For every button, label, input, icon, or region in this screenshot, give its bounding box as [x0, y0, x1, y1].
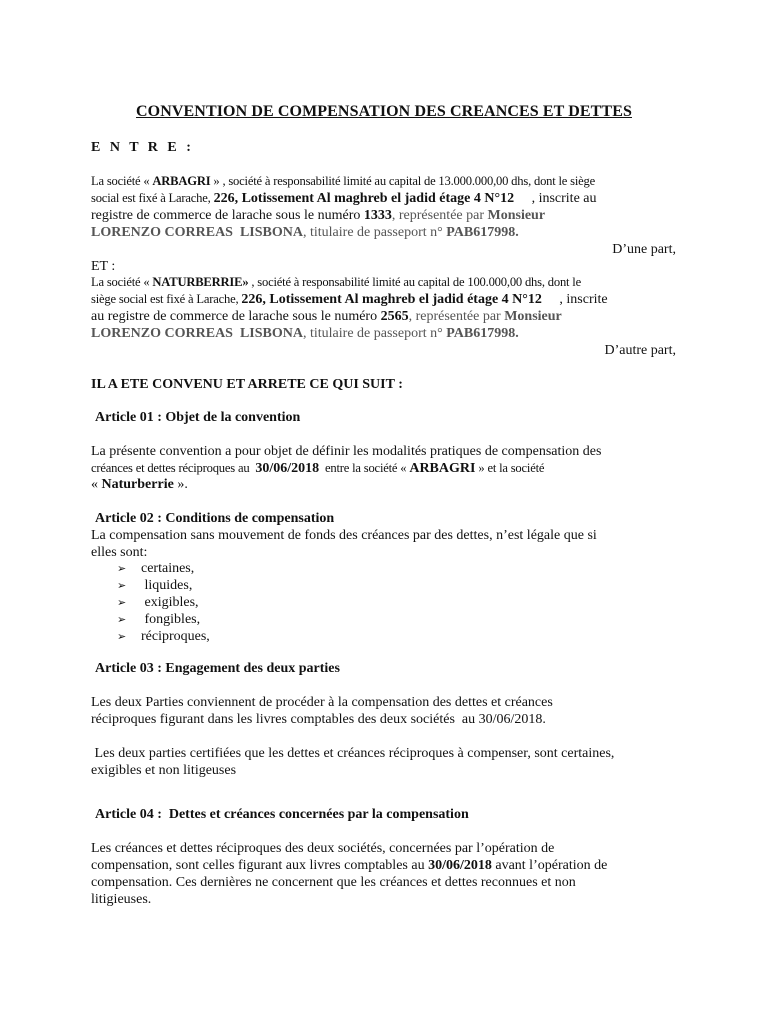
article-03-line2: réciproques figurant dans les livres comptables des deux sociétés au 30/06/2018. — [91, 712, 546, 727]
list-item-text: certaines, — [141, 561, 195, 576]
convenu-heading: IL A ETE CONVENU ET ARRETE CE QUI SUIT : — [91, 377, 403, 392]
party1-line4 — [91, 224, 519, 241]
article-02-line2: elles sont: — [91, 545, 148, 560]
article-04-line1: Les créances et dettes réciproques des deux sociétés, concernées par l’opération de — [91, 841, 555, 856]
text: social est fixé à Larache, — [91, 191, 214, 205]
arrow-bullet-icon: ➢ — [117, 613, 127, 626]
article-04-line3: compensation. Ces dernières ne concernent que les créances et dettes reconnues et non — [91, 875, 576, 890]
article-04-line2 — [91, 857, 607, 874]
list-item — [117, 560, 194, 577]
list-item — [117, 628, 210, 645]
address: 226, Lotissement Al maghreb el jadid étage 4 N°12 — [213, 191, 515, 206]
article-01-line1: La présente convention a pour objet de définir les modalités pratiques de compensation des — [91, 444, 602, 459]
text: au registre de commerce de larache sous le numéro — [91, 309, 381, 324]
registry-number: 1333 — [363, 208, 392, 223]
article-03-line4: exigibles et non litigeuses — [91, 763, 237, 778]
party1-line3 — [91, 207, 545, 224]
text: La société « — [91, 174, 153, 188]
company-name: ARBAGRI — [152, 174, 211, 188]
passport-number: PAB617998. — [446, 326, 519, 341]
list-item — [117, 611, 200, 628]
text: » , société à responsabilité limité au capital de 13.000.000,00 dhs, dont le siège — [210, 174, 596, 188]
article-01-line2 — [91, 460, 544, 477]
arrow-bullet-icon: ➢ — [117, 596, 127, 609]
company-name: ARBAGRI — [409, 461, 476, 476]
text: , représentée par — [408, 309, 505, 324]
text: » et la société — [475, 461, 545, 475]
text: registre de commerce de larache sous le numéro — [91, 208, 364, 223]
text: Monsieur — [504, 309, 562, 324]
article-04-line4: litigieuses. — [91, 892, 152, 907]
text: La société « — [91, 275, 153, 289]
article-03-line3: Les deux parties certifiées que les dettes et créances réciproques à compenser, sont certaines, — [91, 746, 615, 761]
list-item-text: exigibles, — [141, 595, 199, 610]
party2-line4 — [91, 325, 519, 342]
article-03-heading: Article 03 : Engagement des deux parties — [95, 661, 340, 676]
party1-line2 — [91, 190, 597, 207]
representative-name: LORENZO CORREAS LISBONA — [91, 326, 303, 341]
list-item-text: liquides, — [141, 578, 193, 593]
party1-side: D’une part, — [612, 242, 676, 257]
text: , inscrite au — [514, 191, 597, 206]
text: avant l’opération de — [491, 858, 608, 873]
party2-line3 — [91, 308, 562, 325]
list-item-text: fongibles, — [141, 612, 201, 627]
article-02-heading: Article 02 : Conditions de compensation — [95, 511, 335, 526]
arrow-bullet-icon: ➢ — [117, 630, 127, 643]
passport-number: PAB617998. — [446, 225, 519, 240]
company-name: Naturberrie — [101, 477, 174, 492]
text: Monsieur — [487, 208, 546, 223]
arrow-bullet-icon: ➢ — [117, 579, 127, 592]
document-title: CONVENTION DE COMPENSATION DES CREANCES ET DETTES — [136, 103, 632, 120]
party2-line1 — [91, 274, 581, 291]
list-item-text: réciproques, — [141, 629, 210, 644]
party2-line2 — [91, 291, 608, 308]
article-01-heading: Article 01 : Objet de la convention — [95, 410, 301, 425]
text: , inscrite — [541, 292, 608, 307]
company-name: NATURBERRIE» — [152, 275, 249, 289]
arrow-bullet-icon: ➢ — [117, 562, 127, 575]
text: entre la société « — [319, 461, 410, 475]
text: siège social est fixé à Larache, — [91, 292, 242, 306]
party2-side: D’autre part, — [604, 343, 676, 358]
entre-label: E N T R E : — [91, 140, 194, 155]
et-label: ET : — [91, 259, 116, 274]
date: 30/06/2018 — [255, 461, 320, 476]
text: « — [91, 477, 102, 492]
list-item — [117, 577, 192, 594]
registry-number: 2565 — [380, 309, 409, 324]
date: 30/06/2018 — [428, 858, 492, 873]
list-item — [117, 594, 199, 611]
text: compensation, sont celles figurant aux livres comptables au — [91, 858, 429, 873]
text: , titulaire de passeport n° — [303, 225, 447, 240]
text: , titulaire de passeport n° — [303, 326, 447, 341]
article-01-line3 — [91, 476, 188, 493]
article-03-line1: Les deux Parties conviennent de procéder à la compensation des dettes et créances — [91, 695, 553, 710]
text: ». — [173, 477, 188, 492]
text: créances et dettes réciproques au — [91, 461, 256, 475]
representative-name: LORENZO CORREAS LISBONA — [91, 225, 303, 240]
address: 226, Lotissement Al maghreb el jadid étage 4 N°12 — [241, 292, 542, 307]
text: , société à responsabilité limité au capital de 100.000,00 dhs, dont le — [248, 275, 581, 289]
text: , représentée par — [391, 208, 488, 223]
article-02-line1: La compensation sans mouvement de fonds des créances par des dettes, n’est légale que si — [91, 528, 597, 543]
article-04-heading: Article 04 : Dettes et créances concernées par la compensation — [95, 807, 469, 822]
party1-line1 — [91, 173, 595, 190]
